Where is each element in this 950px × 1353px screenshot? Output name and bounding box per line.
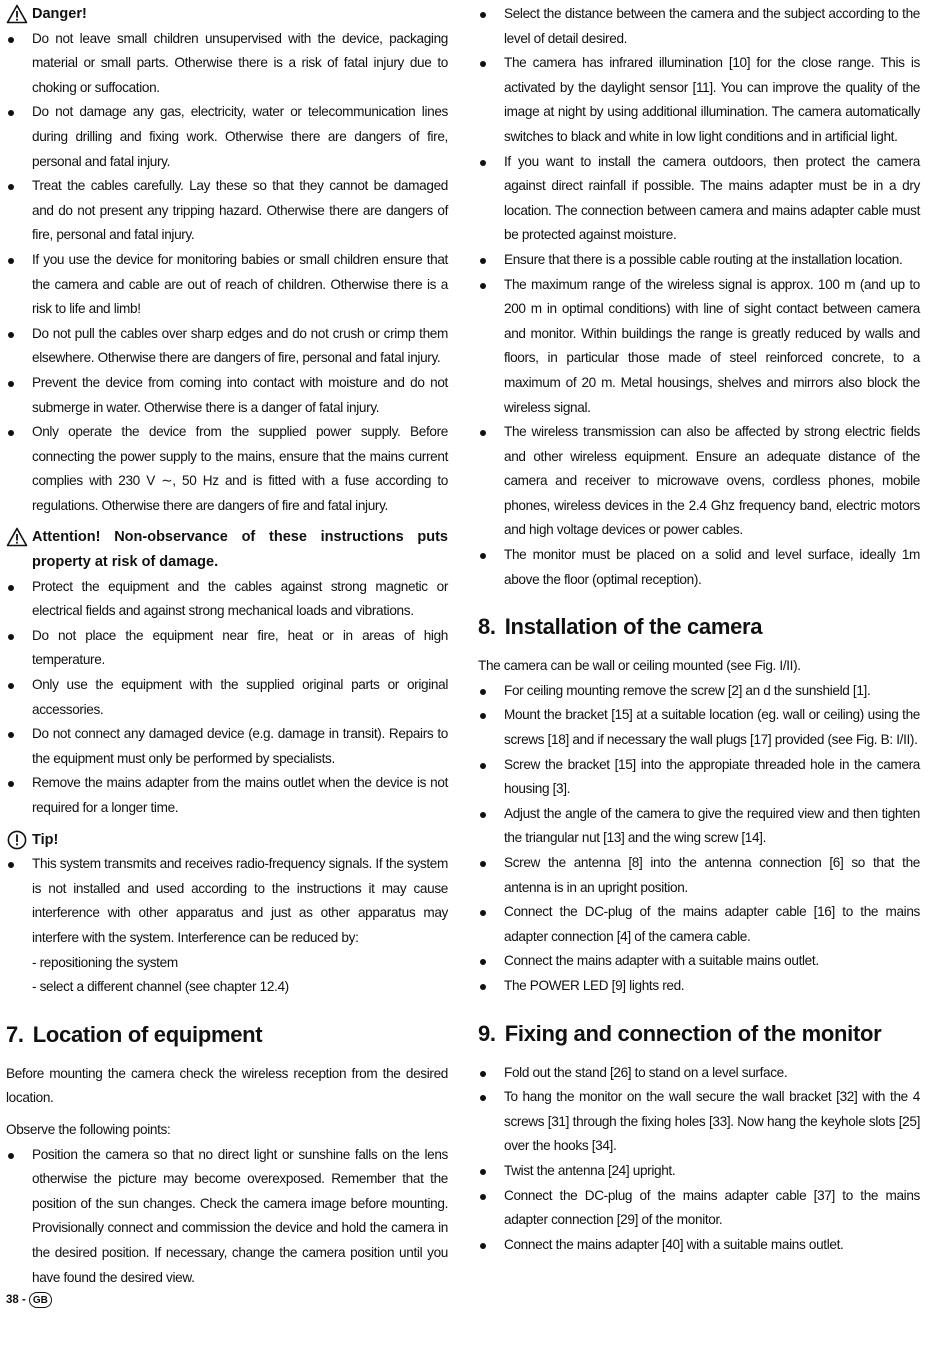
list-item: Fold out the stand [26] to stand on a level surface.	[478, 1061, 920, 1086]
list-item: Twist the antenna [24] upright.	[478, 1159, 920, 1184]
list-item: The maximum range of the wireless signal is approx. 100 m (and up to 200 m in optimal conditions) with line of sight contact between camera and monitor. Within buildings the range is greatly reduced by walls and floors, in particular those made of steel reinforced concrete, to a maximum of 20 m. Metal housings, shelves and mirrors also block the wireless signal.	[478, 273, 920, 421]
exclamation-circle-icon	[6, 830, 28, 850]
section-title: Fixing and connection of the monitor	[504, 1020, 882, 1046]
section-number: 8.	[478, 614, 496, 640]
list-item: The POWER LED [9] lights red.	[478, 974, 920, 999]
list-item: Do not pull the cables over sharp edges and do not crush or crimp them elsewhere. Otherwise there are dangers of fire, personal and fatal injury.	[6, 322, 448, 371]
section-7-heading	[6, 1020, 448, 1050]
language-badge: GB	[29, 1292, 52, 1308]
danger-heading	[6, 2, 448, 27]
list-item: Connect the mains adapter [40] with a suitable mains outlet.	[478, 1233, 920, 1258]
list-item: Protect the equipment and the cables against strong magnetic or electrical fields and against strong mechanical loads and vibrations.	[6, 575, 448, 624]
section-number: 7.	[6, 1021, 24, 1047]
list-item: Do not damage any gas, electricity, water or telecommunication lines during drilling and fixing work. Otherwise there are dangers of fire, personal and fatal injury.	[6, 100, 448, 174]
list-item: If you use the device for monitoring babies or small children ensure that the camera and cable are out of reach of children. Otherwise there is a risk to life and limb!	[6, 248, 448, 322]
left-column	[6, 2, 448, 1290]
section-8-heading	[478, 612, 920, 642]
page-footer	[6, 1292, 52, 1308]
section-title: Location of equipment	[32, 1021, 263, 1047]
list-item: Prevent the device from coming into contact with moisture and do not submerge in water. Otherwise there is a danger of fatal injury.	[6, 371, 448, 420]
list-item: The wireless transmission can also be affected by strong electric fields and other wireless equipment. Ensure an adequate distance of the camera and receiver to microwave ovens, cordless phones, mobile phones, wireless devices in the 2.4 Ghz frequency band, electric motors and high voltage devices or power cables.	[478, 420, 920, 543]
list-item: Treat the cables carefully. Lay these so that they cannot be damaged and do not present any tripping hazard. Otherwise there are dangers of fire, personal and fatal injury.	[6, 174, 448, 248]
list-item: Screw the bracket [15] into the appropiate threaded hole in the camera housing [3].	[478, 753, 920, 802]
list-item: The monitor must be placed on a solid and level surface, ideally 1m above the floor (optimal reception).	[478, 543, 920, 592]
tip-sublist	[6, 951, 448, 1000]
list-item: Position the camera so that no direct light or sunshine falls on the lens otherwise the picture may become overexposed. Remember that the position of the sun changes. Check the camera image before mounting. Provisionally connect and commission the device and hold the camera in the desired position. If necessary, change the camera position until you have found the desired view.	[6, 1143, 448, 1291]
section-7-observe: Observe the following points:	[6, 1121, 171, 1137]
list-item: - select a different channel (see chapter 12.4)	[32, 979, 289, 995]
warning-triangle-icon	[6, 4, 28, 24]
list-item: Do not place the equipment near fire, heat or in areas of high temperature.	[6, 624, 448, 673]
section-7-list-continued	[478, 2, 920, 592]
list-item: Connect the DC-plug of the mains adapter cable [16] to the mains adapter connection [4] of the camera cable.	[478, 900, 920, 949]
list-item: For ceiling mounting remove the screw [2] an d the sunshield [1].	[478, 679, 920, 704]
list-item: Screw the antenna [8] into the antenna connection [6] so that the antenna is in an upright position.	[478, 851, 920, 900]
list-item: This system transmits and receives radio-frequency signals. If the system is not installed and used according to the instructions it may cause interference with other apparatus and just as other apparatus may interfere with the system. Interference can be reduced by:	[6, 852, 448, 950]
attention-heading	[6, 525, 448, 574]
section-9-heading	[478, 1019, 920, 1049]
list-item: Select the distance between the camera and the subject according to the level of detail desired.	[478, 2, 920, 51]
tip-list	[6, 852, 448, 950]
list-item: - repositioning the system	[32, 954, 178, 970]
list-item: Connect the mains adapter with a suitable mains outlet.	[478, 949, 920, 974]
list-item: Remove the mains adapter from the mains outlet when the device is not required for a longer time.	[6, 771, 448, 820]
section-9-list	[478, 1061, 920, 1258]
section-title: Installation of the camera	[504, 614, 763, 640]
list-item: If you want to install the camera outdoors, then protect the camera against direct rainfall if possible. The mains adapter must be in a dry location. The connection between camera and mains adapter cable must be protected against moisture.	[478, 150, 920, 248]
attention-list	[6, 575, 448, 821]
section-8-list	[478, 679, 920, 999]
right-column	[478, 2, 920, 1257]
list-item: To hang the monitor on the wall secure the wall bracket [32] with the 4 screws [31] through the fixing holes [33]. Now hang the keyhole slots [25] over the hooks [34].	[478, 1085, 920, 1159]
section-7-intro: Before mounting the camera check the wireless reception from the desired location.	[6, 1065, 448, 1106]
tip-title: Tip!	[32, 831, 59, 848]
list-item: Do not connect any damaged device (e.g. damage in transit). Repairs to the equipment must only be performed by specialists.	[6, 722, 448, 771]
danger-list	[6, 27, 448, 519]
list-item: Mount the bracket [15] at a suitable location (eg. wall or ceiling) using the screws [18] and if necessary the wall plugs [17] provided (see Fig. B: I/II).	[478, 703, 920, 752]
section-number: 9.	[478, 1020, 496, 1046]
list-item: Only use the equipment with the supplied original parts or original accessories.	[6, 673, 448, 722]
list-item: Connect the DC-plug of the mains adapter cable [37] to the mains adapter connection [29] of the monitor.	[478, 1184, 920, 1233]
list-item: Only operate the device from the supplied power supply. Before connecting the power supply to the mains, ensure that the mains current complies with 230 V ∼, 50 Hz and is fitted with a fuse according to regulations. Otherwise there are dangers of fire and fatal injury.	[6, 420, 448, 518]
warning-triangle-icon	[6, 527, 28, 547]
page-number: 38 -	[6, 1294, 26, 1306]
section-8-intro: The camera can be wall or ceiling mounted (see Fig. I/II).	[478, 658, 801, 674]
list-item: Ensure that there is a possible cable routing at the installation location.	[478, 248, 920, 273]
danger-title: Danger!	[32, 6, 87, 22]
list-item: The camera has infrared illumination [10] for the close range. This is activated by the daylight sensor [11]. You can improve the quality of the image at night by using additional illumination. The camera automatically switches to black and white in low light conditions and in artificial light.	[478, 51, 920, 149]
attention-title: Attention! Non-observance of these instructions puts property at risk of damage.	[32, 529, 448, 571]
list-item: Do not leave small children unsupervised with the device, packaging material or small parts. Otherwise there is a risk of fatal injury due to choking or suffocation.	[6, 27, 448, 101]
list-item: Adjust the angle of the camera to give the required view and then tighten the triangular nut [13] and the wing screw [14].	[478, 802, 920, 851]
tip-heading	[6, 828, 448, 853]
section-7-list	[6, 1143, 448, 1291]
